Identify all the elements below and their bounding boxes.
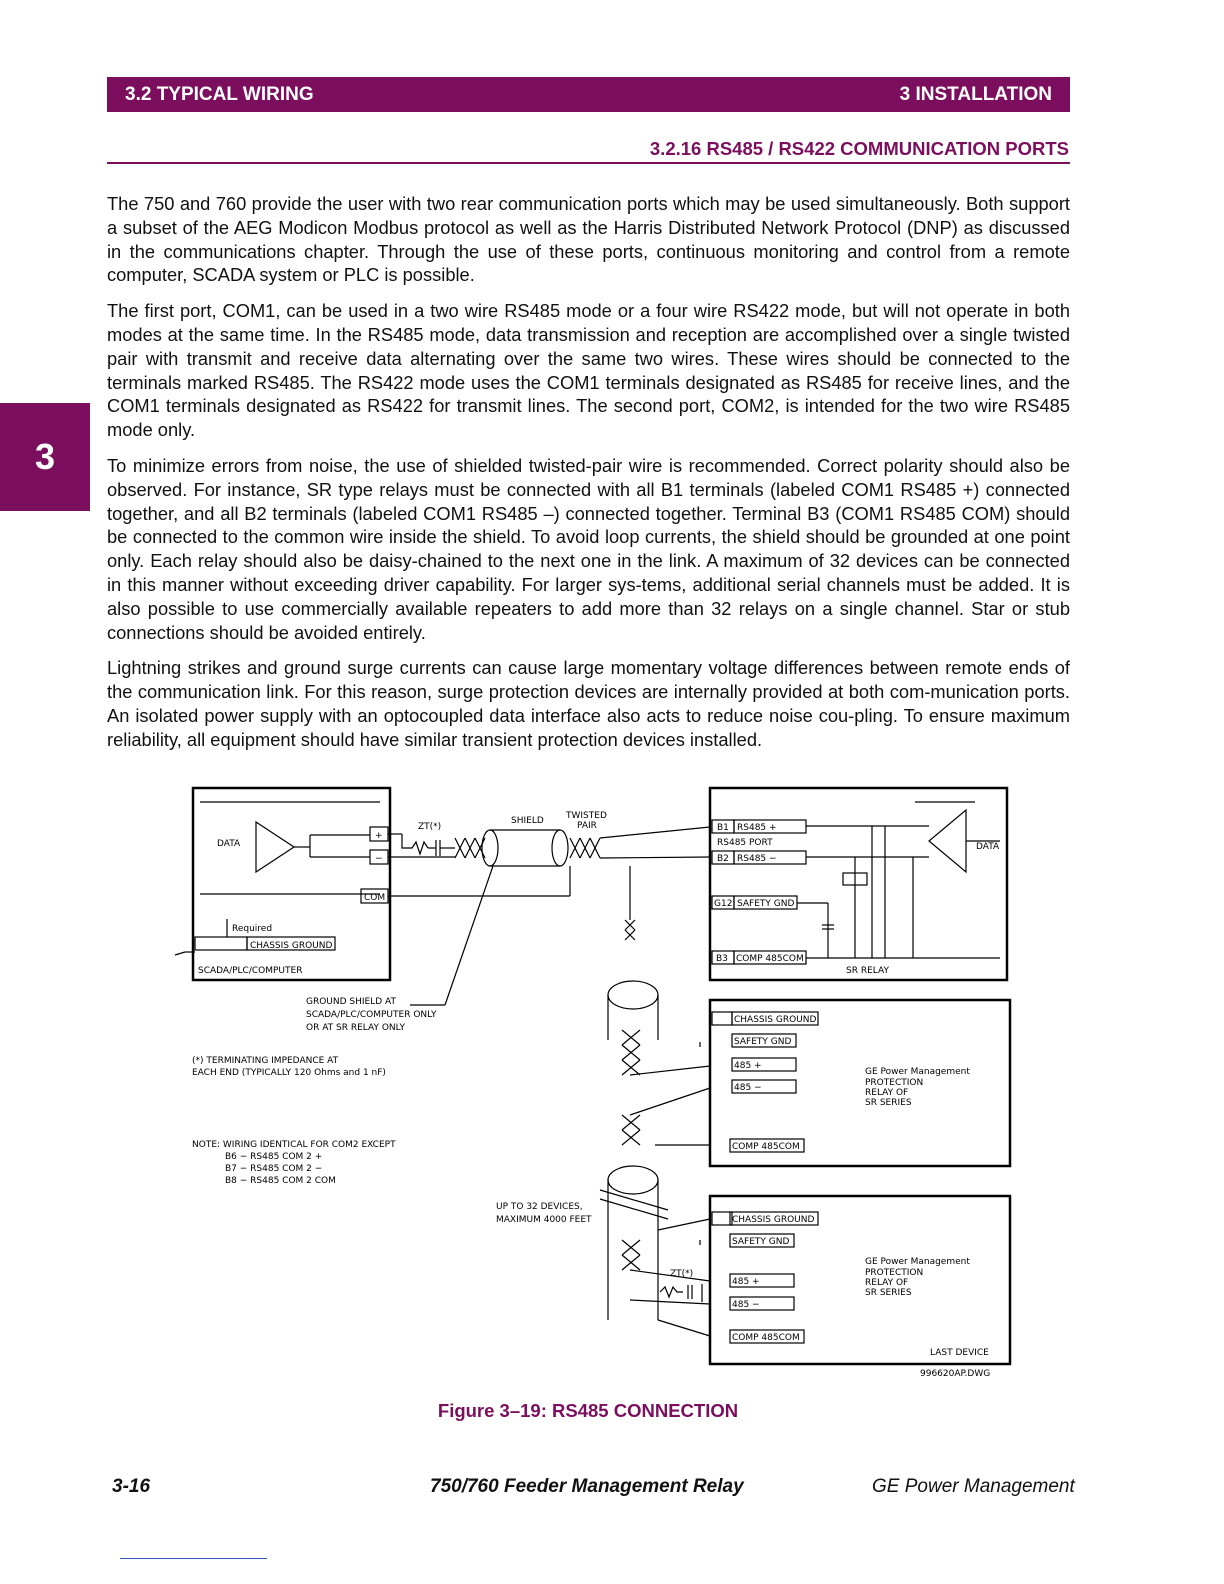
relay3-485-plus: 485 + <box>732 1277 760 1287</box>
bottom-link-rule <box>120 1558 267 1559</box>
terminating-note: EACH END (TYPICALLY 120 Ohms and 1 nF) <box>192 1068 386 1078</box>
page-number: 3-16 <box>112 1476 151 1497</box>
relay3-safety-gnd: SAFETY GND <box>732 1237 790 1247</box>
b2-terminal: B2 <box>717 854 729 864</box>
manual-title: 750/760 Feeder Management Relay <box>430 1476 744 1497</box>
relay2-desc: PROTECTION <box>865 1078 924 1088</box>
twisted-pair-label: PAIR <box>577 821 597 831</box>
b3-terminal-label: COMP 485COM <box>736 954 804 964</box>
up-to-note: MAXIMUM 4000 FEET <box>496 1215 592 1225</box>
g12-terminal: G12 <box>714 899 733 909</box>
relay2-desc: RELAY OF <box>865 1088 909 1098</box>
relay2-desc: SR SERIES <box>865 1098 912 1108</box>
com2-note: B6 − RS485 COM 2 + <box>225 1152 323 1162</box>
com2-note: NOTE: WIRING IDENTICAL FOR COM2 EXCEPT <box>192 1140 396 1150</box>
last-device-label: LAST DEVICE <box>930 1348 989 1358</box>
ground-shield-note: SCADA/PLC/COMPUTER ONLY <box>306 1010 437 1020</box>
sr-relay-label: SR RELAY <box>846 966 889 976</box>
ground-shield-note: GROUND SHIELD AT <box>306 997 397 1007</box>
zt-label-2: ZT(*) <box>670 1269 694 1279</box>
chapter-title: 3 INSTALLATION <box>899 84 1052 105</box>
master-minus-label: − <box>375 854 383 864</box>
master-device-label: SCADA/PLC/COMPUTER <box>198 966 303 976</box>
chapter-tab: 3 <box>0 403 90 511</box>
relay2-desc: GE Power Management <box>865 1067 970 1077</box>
b1-terminal-label: RS485 + <box>737 823 777 833</box>
required-label: Required <box>232 924 273 934</box>
com2-note: B8 − RS485 COM 2 COM <box>225 1176 336 1186</box>
paragraph: The first port, COM1, can be used in a two wire RS485 mode or a four wire RS422 mode, but will not operate in both modes at the same time. In the RS485 mode, data transmission and reception are accomplished over a single twisted pair with transmit and receive data alternating over the same two wires. These wires should be connected to the terminals marked RS485. The RS422 mode uses the COM1 terminals designated as RS485 for receive lines, and the COM1 terminals designated as RS422 for transmit lines. The second port, COM2, is intended for the two wire RS485 mode only. <box>107 300 1070 441</box>
relay3-desc: PROTECTION <box>865 1268 924 1278</box>
paragraph: Lightning strikes and ground surge currents can cause large momentary voltage differences between remote ends of the communication link. For this reason, surge protection devices are internally provided at both com-munication ports. An isolated power supply with an optocoupled data interface also acts to reduce noise cou-pling. To ensure maximum reliability, all equipment should have similar transient protection devices installed. <box>107 657 1070 750</box>
relay3-comp-485com: COMP 485COM <box>732 1333 800 1343</box>
relay2-485-minus: 485 − <box>734 1083 762 1093</box>
relay2-comp-485com: COMP 485COM <box>732 1142 800 1152</box>
relay3-485-minus: 485 − <box>732 1300 760 1310</box>
relay3-desc: RELAY OF <box>865 1278 909 1288</box>
relay3-desc: SR SERIES <box>865 1288 912 1298</box>
terminating-note: (*) TERMINATING IMPEDANCE AT <box>192 1056 339 1066</box>
company-name: GE Power Management <box>872 1476 1075 1497</box>
section-title: 3.2 TYPICAL WIRING <box>125 84 314 105</box>
relay3-chassis-ground: CHASSIS GROUND <box>732 1215 815 1225</box>
master-com-label: COM <box>364 893 386 903</box>
relay-data-label: DATA <box>976 842 1000 852</box>
twisted-pair-label: TWISTED <box>566 811 607 821</box>
rs485-port-label: RS485 PORT <box>717 838 773 848</box>
ground-shield-note: OR AT SR RELAY ONLY <box>306 1023 405 1033</box>
relay3-desc: GE Power Management <box>865 1257 970 1267</box>
master-plus-label: + <box>375 831 383 841</box>
master-chassis-ground-label: CHASSIS GROUND <box>250 941 333 951</box>
b3-terminal: B3 <box>716 954 728 964</box>
zt-label: ZT(*) <box>418 822 442 832</box>
relay2-485-plus: 485 + <box>734 1061 762 1071</box>
relay2-safety-gnd: SAFETY GND <box>734 1037 792 1047</box>
relay2-chassis-ground: CHASSIS GROUND <box>734 1015 817 1025</box>
subsection-title: 3.2.16 RS485 / RS422 COMMUNICATION PORTS <box>649 138 1069 159</box>
drawing-id: 996620AP.DWG <box>920 1369 991 1379</box>
b2-terminal-label: RS485 − <box>737 854 777 864</box>
paragraph: To minimize errors from noise, the use of shielded twisted-pair wire is recommended. Correct polarity should also be observed. For instance, SR type relays must be connected with all B1 terminals (labeled COM1 RS485 +) connected together, and all B2 terminals (labeled COM1 RS485 –) connected together. Terminal B3 (COM1 RS485 COM) should be connected to the common wire inside the shield. To avoid loop currents, the shield should be grounded at one point only. Each relay should also be daisy-chained to the next one in the link. A maximum of 32 devices can be connected in this manner without exceeding driver capability. For larger sys-tems, additional serial channels must be added. It is also possible to use commercially available repeaters to add more than 32 relays on a single channel. Star or stub connections should be avoided entirely. <box>107 454 1070 643</box>
master-data-label: DATA <box>217 839 241 849</box>
g12-terminal-label: SAFETY GND <box>737 899 795 909</box>
figure-caption: Figure 3–19: RS485 CONNECTION <box>437 1400 739 1421</box>
b1-terminal: B1 <box>717 823 729 833</box>
up-to-note: UP TO 32 DEVICES, <box>496 1202 583 1212</box>
com2-note: B7 − RS485 COM 2 − <box>225 1164 323 1174</box>
shield-label: SHIELD <box>511 816 544 826</box>
paragraph: The 750 and 760 provide the user with two rear communication ports which may be used simultaneously. Both support a subset of the AEG Modicon Modbus protocol as well as the Harris Distributed Network Protocol (DNP) as discussed in the communications chapter. Through the use of these ports, continuous monitoring and control from a remote computer, SCADA system or PLC is possible. <box>107 193 1070 286</box>
